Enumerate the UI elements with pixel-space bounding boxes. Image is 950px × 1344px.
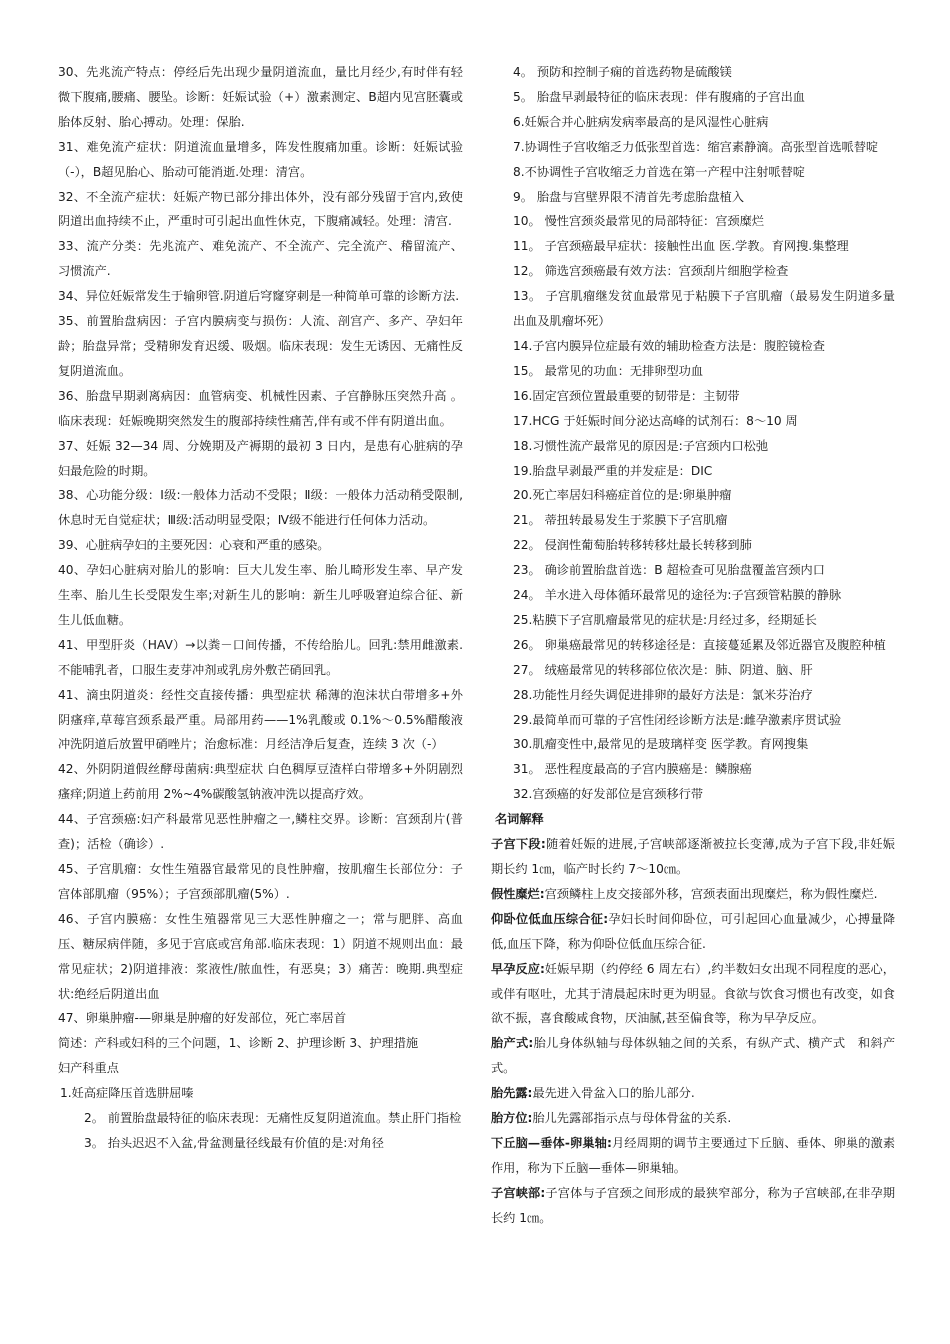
note-39: 39、心脏病孕妇的主要死因：心衰和严重的感染。 xyxy=(58,538,330,553)
key-point-32: 32.宫颈癌的好发部位是宫颈移行带 xyxy=(513,787,704,802)
glossary-definition: 随着妊娠的进展,子宫峡部逐渐被拉长变薄,成为子宫下段,非妊娠期长约 1㎝，临产时长约 7～10㎝。 xyxy=(491,837,895,876)
key-point-5: 5。 胎盘早剥最特征的临床表现：伴有腹痛的子宫出血 xyxy=(513,89,805,104)
glossary-entry xyxy=(491,1131,895,1181)
glossary-definition: 妊娠早期（约停经 6 周左右）,约半数妇女出现不同程度的恶心，或伴有呕吐，尤其于清晨起床时更为明显。食欲与饮食习惯也有改变，如食欲不振，喜食酸咸食物，厌油腻,甚至偏食等，称为早孕反应。 xyxy=(491,961,895,1026)
glossary-term: 仰卧位低血压综合征: xyxy=(491,911,609,926)
key-point-7: 7.协调性子宫收缩乏力低张型首选：缩宫素静滴。高张型首选哌替啶 xyxy=(513,139,879,154)
note-38: 38、心功能分级：Ⅰ级:一般体力活动不受限；Ⅱ级：一般体力活动稍受限制,休息时无自觉症状；Ⅲ级:活动明显受限；Ⅳ级不能进行任何体力活动。 xyxy=(58,488,463,528)
key-point-3: 3。 抬头迟迟不入盆,骨盆测量径线最有价值的是:对角径 xyxy=(84,1135,384,1150)
note-42: 42、外阴阴道假丝酵母菌病:典型症状 白色稠厚豆渣样白带增多+外阴剧烈瘙痒;阴道上药前用 2%~4%碳酸氢钠液冲洗以提高疗效。 xyxy=(58,762,463,802)
note-32: 32、不全流产症状：妊娠产物已部分排出体外，没有部分残留于宫内,致使阴道出血持续不止，严重时可引起出血性休克，下腹痛减轻。处理：清宫. xyxy=(58,189,463,229)
note-30: 30、先兆流产特点：停经后先出现少量阴道流血，量比月经少,有时伴有轻微下腹痛,腰痛、腰坠。诊断：妊娠试验（+）激素测定、B超内见宫胚囊或胎体反射、胎心搏动。处理：保胎. xyxy=(58,65,463,129)
glossary-definition: 子宫体与子宫颈之间形成的最狭窄部分，称为子宫峡部,在非孕期长约 1㎝。 xyxy=(491,1185,896,1225)
glossary-definition: 孕妇长时间仰卧位，可引起回心血量减少，心搏量降低,血压下降，称为仰卧位低血压综合征. xyxy=(491,911,896,951)
glossary-definition: 胎儿身体纵轴与母体纵轴之间的关系，有纵产式、横产式 和斜产式。 xyxy=(491,1036,896,1076)
key-point-11: 11。 子宫颈癌最早症状：接触性出血 医.学教。育网搜.集整理 xyxy=(513,239,849,254)
glossary-term: 子宫下段: xyxy=(491,837,546,852)
key-point-17: 17.HCG 于妊娠时间分泌达高峰的试剂石：8～10 周 xyxy=(513,413,798,428)
note-46: 46、子宫内膜癌：女性生殖器常见三大恶性肿瘤之一；常与肥胖、高血压、糖尿病伴随，多见于宫底或宫角部.临床表现：1）阴道不规则出血：最常见症状；2)阴道排液：浆液性/脓血性，有恶臭；3）痛苦：晚期.典型症状:绝经后阴道出血 xyxy=(58,911,463,1001)
key-point-9: 9。 胎盘与宫壁界限不清首先考虑胎盘植入 xyxy=(513,189,745,204)
key-point-25: 25.粘膜下子宫肌瘤最常见的症状是:月经过多，经期延长 xyxy=(513,612,817,627)
key-point-15: 15。 最常见的功血：无排卵型功血 xyxy=(513,363,704,378)
note-41-hepatitis: 41、甲型肝炎（HAV）→以粪－口间传播，不传给胎儿。回乳:禁用雌激素.不能哺乳者，口服生麦芽冲剂或乳房外敷芒硝回乳。 xyxy=(58,637,463,677)
key-point-4: 4。 预防和控制子痫的首选药物是硫酸镁 xyxy=(513,65,732,79)
note-45: 45、子宫肌瘤：女性生殖器官最常见的良性肿瘤，按肌瘤生长部位分：子宫体部肌瘤（95%）；子宫颈部肌瘤(5%）. xyxy=(58,862,463,901)
glossary-entry xyxy=(491,832,895,882)
key-point-28: 28.功能性月经失调促进排卵的最好方法是：氯米芬治疗 xyxy=(513,687,813,702)
key-point-21: 21。 蒂扭转最易发生于浆膜下子宫肌瘤 xyxy=(513,513,728,528)
key-point-14: 14.子宫内膜异位症最有效的辅助检查方法是：腹腔镜检查 xyxy=(513,338,825,353)
glossary-entry xyxy=(491,1106,895,1131)
glossary-term: 下丘脑—垂体-卵巢轴: xyxy=(491,1135,612,1150)
key-point-10: 10。 慢性宫颈炎最常见的局部特征：宫颈糜烂 xyxy=(513,214,764,229)
glossary-heading: 名词解释 xyxy=(495,812,544,827)
glossary-entry xyxy=(491,957,895,1032)
key-point-1: 1.妊高症降压首选肼屈嗪 xyxy=(60,1086,194,1101)
key-point-8: 8.不协调性子宫收缩乏力首选在第一产程中注射哌替啶 xyxy=(513,164,805,179)
glossary-term: 胎先露: xyxy=(491,1086,533,1101)
glossary-term: 假性糜烂: xyxy=(491,886,545,901)
key-point-2: 2。 前置胎盘最特征的临床表现：无痛性反复阴道流血。禁止肝门指检 xyxy=(84,1111,462,1126)
glossary-term: 子宫峡部: xyxy=(491,1185,546,1200)
glossary-entry xyxy=(491,1181,895,1231)
key-point-20: 20.死亡率居妇科癌症首位的是:卵巢肿瘤 xyxy=(513,488,732,503)
note-47: 47、卵巢肿瘤-—卵巢是肿瘤的好发部位，死亡率居首 xyxy=(58,1011,347,1026)
note-34: 34、异位妊娠常发生于输卵管.阴道后穹窿穿刺是一种简单可靠的诊断方法. xyxy=(58,289,460,304)
key-point-31: 31。 恶性程度最高的子宫内膜癌是：鳞腺癌 xyxy=(513,762,752,777)
glossary-entry xyxy=(491,907,895,957)
key-point-12: 12。 筛选宫颈癌最有效方法：宫颈刮片细胞学检查 xyxy=(513,264,789,279)
glossary-term: 胎产式: xyxy=(491,1036,534,1051)
key-point-22: 22。 侵润性葡萄胎转移转移灶最长转移到肺 xyxy=(513,538,752,553)
note-33: 33、流产分类：先兆流产、难免流产、不全流产、完全流产、稽留流产、习惯流产. xyxy=(58,239,463,279)
key-point-16: 16.固定宫颈位置最重要的韧带是：主韧带 xyxy=(513,388,740,403)
key-point-24: 24。 羊水进入母体循环最常见的途径为:子宫颈管粘膜的静脉 xyxy=(513,588,842,603)
note-40: 40、孕妇心脏病对胎儿的影响：巨大儿发生率、胎儿畸形发生率、早产发生率、胎儿生长受限发生率;对新生儿的影响：新生儿呼吸窘迫综合征、新生儿低血糖。 xyxy=(58,563,463,627)
key-point-18: 18.习惯性流产最常见的原因是:子宫颈内口松弛 xyxy=(513,438,769,453)
glossary-definition: 胎儿先露部指示点与母体骨盆的关系. xyxy=(532,1111,732,1126)
note-36: 36、胎盘早期剥离病因：血管病变、机械性因素、子宫静脉压突然升高 。临床表现：妊娠晚期突然发生的腹部持续性痛苦,伴有或不伴有阴道出血。 xyxy=(58,388,463,428)
left-column xyxy=(58,60,463,1156)
key-point-30: 30.肌瘤变性中,最常见的是玻璃样变 医学教。育网搜集 xyxy=(513,737,809,752)
glossary-definition: 宫颈鳞柱上皮交接部外移，宫颈表面出现糜烂，称为假性糜烂. xyxy=(544,886,878,901)
note-35: 35、前置胎盘病因：子宫内膜病变与损伤：人流、剖宫产、多产、孕妇年龄；胎盘异常；受精卵发育迟缓、吸烟。临床表现：发生无诱因、无痛性反复阴道流血。 xyxy=(58,314,463,378)
key-point-23: 23。 确诊前置胎盘首选：B 超检查可见胎盘覆盖宫颈内口 xyxy=(513,563,825,578)
note-41-trichomonas: 41、滴虫阴道炎：经性交直接传播：典型症状 稀薄的泡沫状白带增多+外阴瘙痒,草莓宫颈系最严重。局部用药——1%乳酸或 0.1%～0.5%醋酸液冲洗阴道后放置甲硝唑片；治愈标准：月经洁净后复查，连续 3 次（-） xyxy=(58,687,463,752)
key-point-13: 13。 子宫肌瘤继发贫血最常见于粘膜下子宫肌瘤（最易发生阴道多量出血及肌瘤坏死） xyxy=(513,289,895,329)
key-point-29: 29.最简单而可靠的子宫性闭经诊断方法是:雌孕激素序贯试验 xyxy=(513,712,842,727)
key-point-27: 27。 绒癌最常见的转移部位依次是：肺、阴道、脑、肝 xyxy=(513,662,813,677)
glossary-definition: 最先进入骨盆入口的胎儿部分. xyxy=(532,1086,695,1101)
key-point-26: 26。 卵巢癌最常见的转移途径是：直接蔓延累及邻近器官及腹腔种植 xyxy=(513,637,886,652)
section-subtitle: 妇产科重点 xyxy=(58,1061,119,1076)
glossary-term: 早孕反应: xyxy=(491,961,545,976)
key-point-19: 19.胎盘早剥最严重的并发症是：DIC xyxy=(513,463,713,478)
note-31: 31、难免流产症状：阴道流血量增多，阵发性腹痛加重。诊断：妊娠试验（-），B超见胎心、胎动可能消逝.处理：清宫。 xyxy=(58,139,463,179)
note-37: 37、妊娠 32—34 周、分娩期及产褥期的最初 3 日内，是患有心脏病的孕妇最危险的时期。 xyxy=(58,438,463,478)
key-point-6: 6.妊娠合并心脏病发病率最高的是风湿性心脏病 xyxy=(513,114,769,129)
summary-note: 简述：产科或妇科的三个问题，1、诊断 2、护理诊断 3、护理措施 xyxy=(58,1036,419,1051)
glossary-entry xyxy=(491,1081,895,1106)
glossary-definition: 月经周期的调节主要通过下丘脑、垂体、卵巢的激素作用，称为下丘脑—垂体—卵巢轴。 xyxy=(491,1135,896,1175)
glossary-entry xyxy=(491,882,895,907)
right-column xyxy=(491,60,895,1231)
glossary-term: 胎方位: xyxy=(491,1111,533,1126)
glossary-entry xyxy=(491,1031,895,1081)
note-44: 44、子宫颈癌:妇产科最常见恶性肿瘤之一,鳞柱交界。诊断：宫颈刮片(普查)；活检（确诊）. xyxy=(58,812,463,852)
